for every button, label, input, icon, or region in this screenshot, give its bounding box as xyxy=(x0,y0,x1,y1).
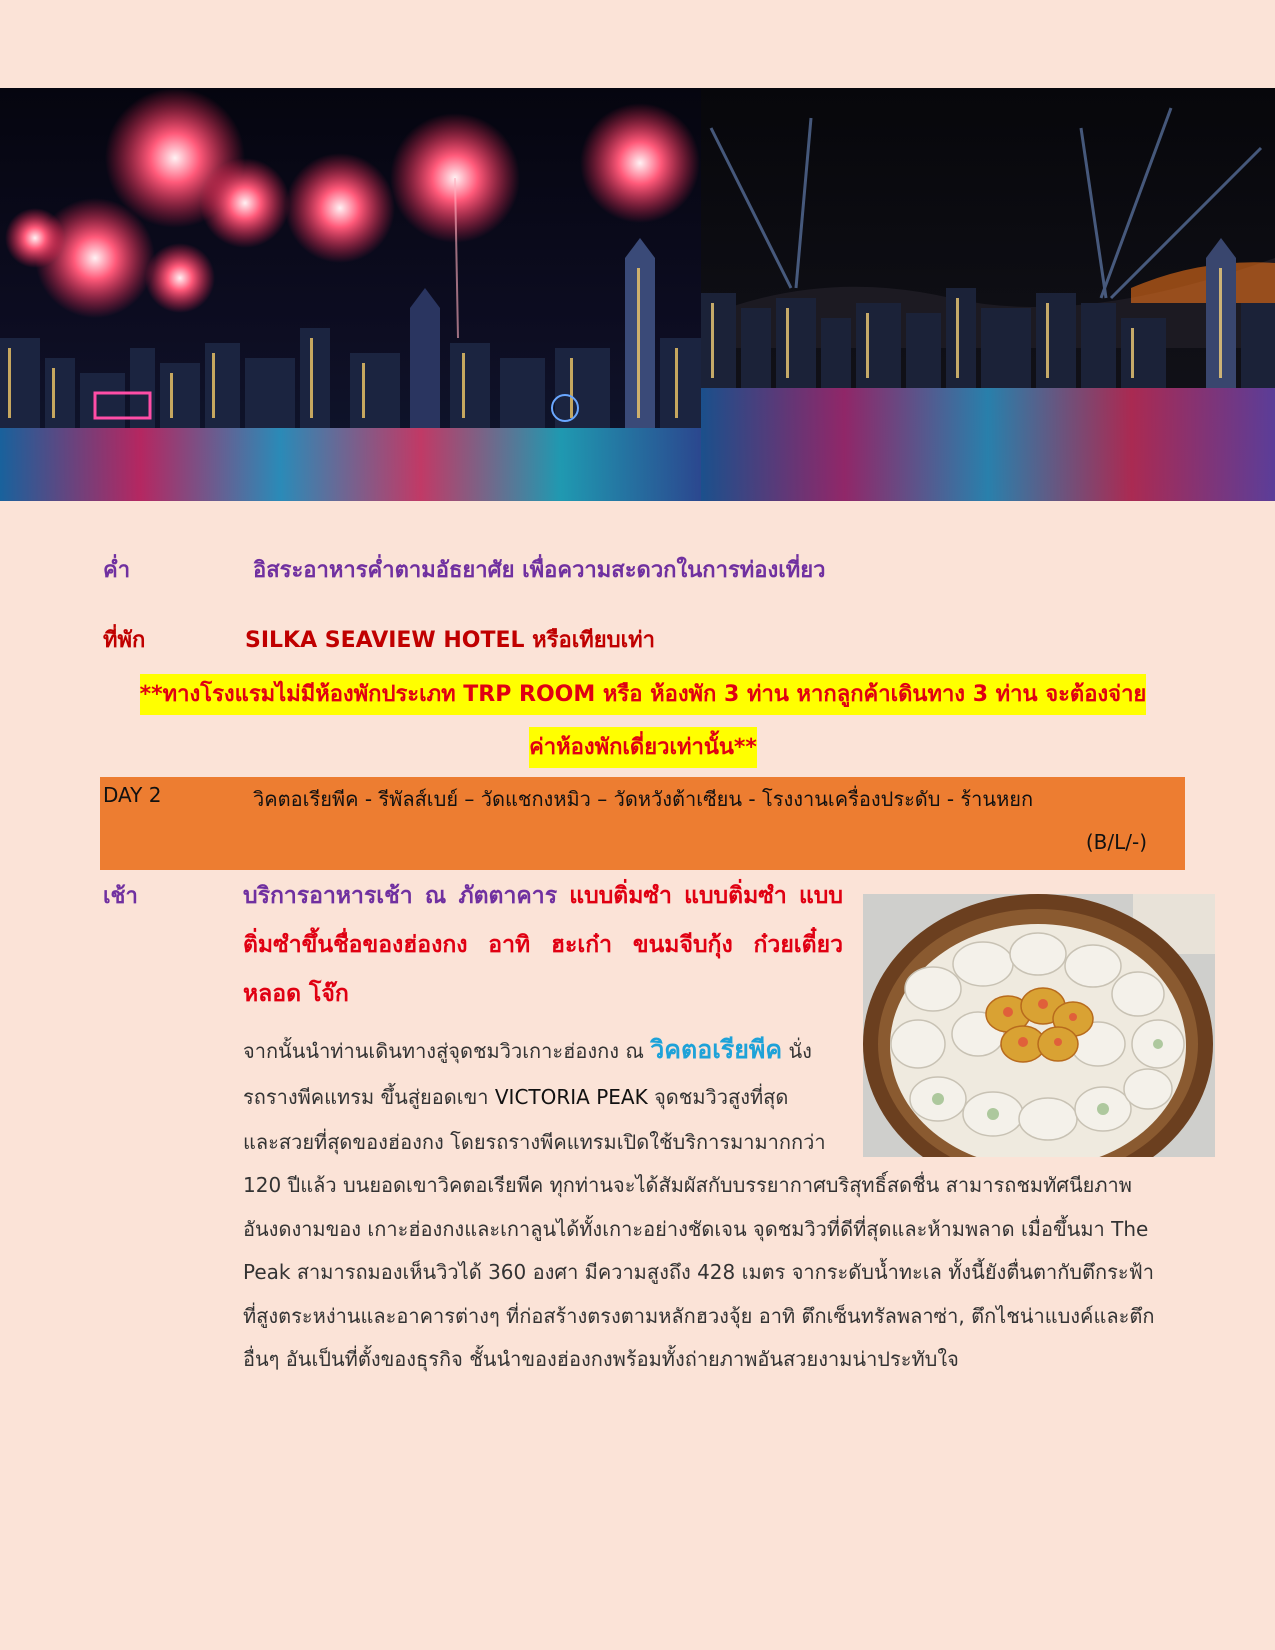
body-line-2-end: จุดชมวิวสูงที่สุด xyxy=(647,1085,789,1109)
body-line-2-text: รถรางพีคแทรม ขึ้นสู่ยอดเขา xyxy=(243,1085,495,1109)
body-line-3: และสวยที่สุดของฮ่องกง โดยรถรางพีคแทรมเปิดใช้บริการมามากกว่า xyxy=(243,1130,826,1154)
hotel-note-line-2: ค่าห้องพักเดี่ยวเท่านั้น** xyxy=(529,727,757,768)
body-line-6: Peak สามารถมองเห็นวิวได้ 360 องศา มีความสูงถึง 428 เมตร จากระดับน้ำทะเล ทั้งนี้ยังตื่นตากับตึกระฟ้า xyxy=(243,1260,1154,1284)
body-line-4: 120 ปีแล้ว บนยอดเขาวิคตอเรียพีค ทุกท่านจะได้สัมผัสกับบรรยากาศบริสุทธิ์สดชื่น สามารถชมทัศนียภาพ xyxy=(243,1173,1132,1197)
day-meals: (B/L/-) xyxy=(1085,830,1147,854)
breakfast-red: แบบติ่มซำ แบบติ่มซำ แบบติ่มซำขึ้นชื่อของฮ่องกง อาทิ ฮะเก๋า ขนมจีบกุ้ง ก๋วยเตี๋ยวหลอด โจ๊ก xyxy=(243,883,843,1007)
day-label: DAY 2 xyxy=(103,783,162,807)
victoria-peak-name: วิคตอเรียพีค xyxy=(650,1035,783,1064)
body-line-8: อื่นๆ อันเป็นที่ตั้งของธุรกิจ ชั้นนำของฮ่องกงพร้อมทั้งถ่ายภาพอันสวยงามน่าประทับใจ xyxy=(243,1347,959,1371)
laser-show-photo xyxy=(701,88,1275,501)
morning-label: เช้า xyxy=(103,884,138,909)
dinner-text: อิสระอาหารค่ำตามอัธยาศัย เพื่อความสะดวกในการท่องเที่ยว xyxy=(253,558,826,583)
day-header-bar xyxy=(100,777,1185,870)
fireworks-photo xyxy=(0,88,701,501)
breakfast-purple: บริการอาหารเช้า ณ ภัตตาคาร xyxy=(243,883,570,909)
body-line-7: ที่สูงตระหง่านและอาคารต่างๆ ที่ก่อสร้างตรงตามหลักฮวงจุ้ย อาทิ ตึกเซ็นทรัลพลาซ่า, ตึกไชน่าแบงค์และตึก xyxy=(243,1304,1155,1328)
dim-sum-photo xyxy=(863,894,1215,1157)
body-line-1-end: นั่ง xyxy=(782,1039,812,1063)
hotel-label: ที่พัก xyxy=(103,628,146,653)
hotel-note-line-1: **ทางโรงแรมไม่มีห้องพักประเภท TRP ROOM หรือ ห้องพัก 3 ท่าน หากลูกค้าเดินทาง 3 ท่าน จะต้องจ่าย xyxy=(140,674,1147,715)
body-line-5: อันงดงามของ เกาะฮ่องกงและเกาลูนได้ทั้งเกาะอย่างชัดเจน จุดชมวิวที่ดีที่สุดและห้ามพลาด เมื่อขึ้นมา The xyxy=(243,1217,1149,1241)
body-line-1 xyxy=(243,1030,812,1070)
hotel-text: SILKA SEAVIEW HOTEL หรือเทียบเท่า xyxy=(245,628,655,653)
hotel-note xyxy=(103,668,1183,774)
body-line-2 xyxy=(243,1081,788,1113)
victoria-peak-english: VICTORIA PEAK xyxy=(494,1085,648,1109)
day-route: วิคตอเรียพีค - รีพัลส์เบย์ – วัดแชกงหมิว – วัดหวังต้าเซียน - โรงงานเครื่องประดับ - ร้านหยก xyxy=(253,787,1034,811)
dinner-label: ค่ำ xyxy=(103,558,131,583)
breakfast-text xyxy=(243,872,843,1019)
body-line-1-text: จากนั้นนำท่านเดินทางสู่จุดชมวิวเกาะฮ่องกง ณ xyxy=(243,1039,651,1063)
